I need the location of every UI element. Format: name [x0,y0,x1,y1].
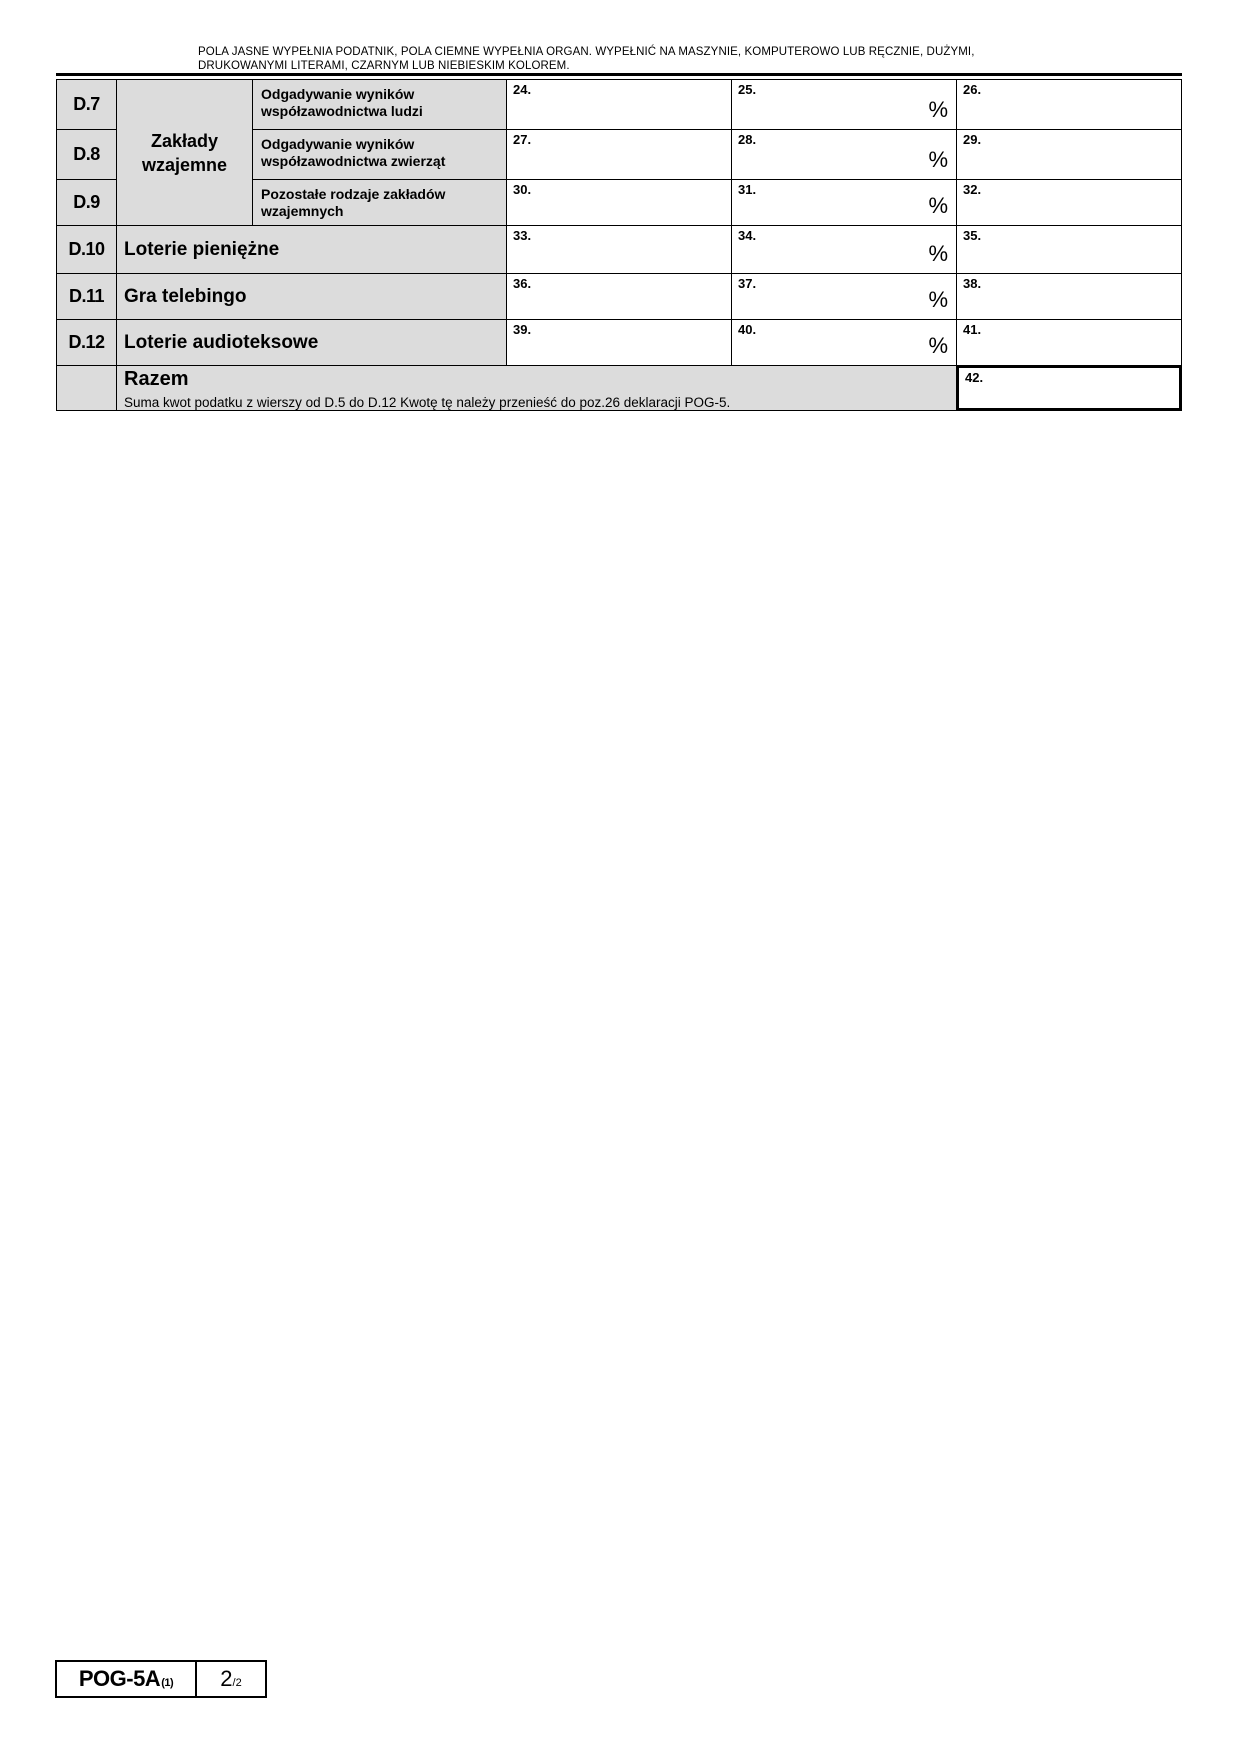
tax-table [56,79,1182,411]
field-37[interactable] [731,273,957,320]
field-number: 39. [513,322,532,337]
row-code-d10: D.10 [56,225,117,274]
field-26[interactable] [956,79,1182,130]
row-label-d7-line-2: współzawodnictwa ludzi [261,103,423,119]
instruction-line-1: POLA JASNE WYPEŁNIA PODATNIK, POLA CIEMNE WYPEŁNIA ORGAN. WYPEŁNIĆ NA MASZYNIE, KOMPUTEROWO LUB RĘCZNIE, DUŻYMI, [198,46,975,58]
percent-sign: % [928,97,948,122]
percent-sign: % [928,147,948,172]
field-39[interactable] [506,319,732,366]
page-total: /2 [232,1677,242,1689]
field-number: 32. [963,182,982,197]
field-42[interactable] [956,365,1182,411]
group-label-line-2: wzajemne [141,154,228,175]
row-code-d12: D.12 [56,319,117,366]
field-number: 31. [738,182,757,197]
field-number: 38. [963,276,982,291]
row-label-d7 [252,79,507,130]
field-33[interactable] [506,225,732,274]
field-number: 36. [513,276,532,291]
field-number: 41. [963,322,982,337]
page-number-box [197,1662,265,1696]
field-number: 27. [513,132,532,147]
field-number: 28. [738,132,757,147]
row-label-d9 [252,179,507,226]
field-35[interactable] [956,225,1182,274]
row-code-d8: D.8 [56,129,117,180]
page-number: 2 [220,1666,233,1691]
percent-sign: % [928,193,948,218]
field-32[interactable] [956,179,1182,226]
field-40[interactable] [731,319,957,366]
footer-form-id [55,1660,267,1698]
row-label-d9-line-1: Pozostałe rodzaje zakładów [261,186,446,202]
field-24[interactable] [506,79,732,130]
row-label-d12: Loterie audioteksowe [116,319,507,366]
total-title: Razem [124,368,189,390]
group-label-line-1: Zakłady [150,130,219,151]
field-number: 37. [738,276,757,291]
instruction-line-2: DRUKOWANYMI LITERAMI, CZARNYM LUB NIEBIESKIM KOLOREM. [198,60,570,72]
field-number: 35. [963,228,982,243]
row-label-d10: Loterie pieniężne [116,225,507,274]
field-27[interactable] [506,129,732,180]
total-label-cell [116,365,957,411]
row-code-d11: D.11 [56,273,117,320]
group-label-zaklady-wzajemne [116,79,253,226]
field-31[interactable] [731,179,957,226]
field-number: 30. [513,182,532,197]
row-label-d11: Gra telebingo [116,273,507,320]
field-number: 25. [738,82,757,97]
field-28[interactable] [731,129,957,180]
form-code: POG-5A [78,1666,161,1691]
field-number: 34. [738,228,757,243]
field-30[interactable] [506,179,732,226]
row-code-d9: D.9 [56,179,117,226]
total-description: Suma kwot podatku z wierszy od D.5 do D.12 Kwotę tę należy przenieść do poz.26 deklaracji POG-5. [124,395,731,410]
form-code-box [57,1662,197,1696]
row-code-d7: D.7 [56,79,117,130]
field-number: 26. [963,82,982,97]
percent-sign: % [928,241,948,266]
field-38[interactable] [956,273,1182,320]
total-code-cell [56,365,117,411]
field-25[interactable] [731,79,957,130]
field-36[interactable] [506,273,732,320]
row-label-d8-line-2: współzawodnictwa zwierząt [261,153,446,169]
form-version: (1) [161,1677,174,1689]
field-number: 24. [513,82,532,97]
percent-sign: % [928,287,948,312]
field-number: 29. [963,132,982,147]
field-41[interactable] [956,319,1182,366]
fill-instruction [198,45,1098,73]
field-29[interactable] [956,129,1182,180]
field-number: 40. [738,322,757,337]
top-rule [56,73,1182,76]
row-label-d7-line-1: Odgadywanie wyników [261,86,415,102]
row-label-d9-line-2: wzajemnych [261,203,344,219]
row-label-d8 [252,129,507,180]
field-number: 33. [513,228,532,243]
percent-sign: % [928,333,948,358]
row-label-d8-line-1: Odgadywanie wyników [261,136,415,152]
field-34[interactable] [731,225,957,274]
field-number: 42. [965,370,984,385]
